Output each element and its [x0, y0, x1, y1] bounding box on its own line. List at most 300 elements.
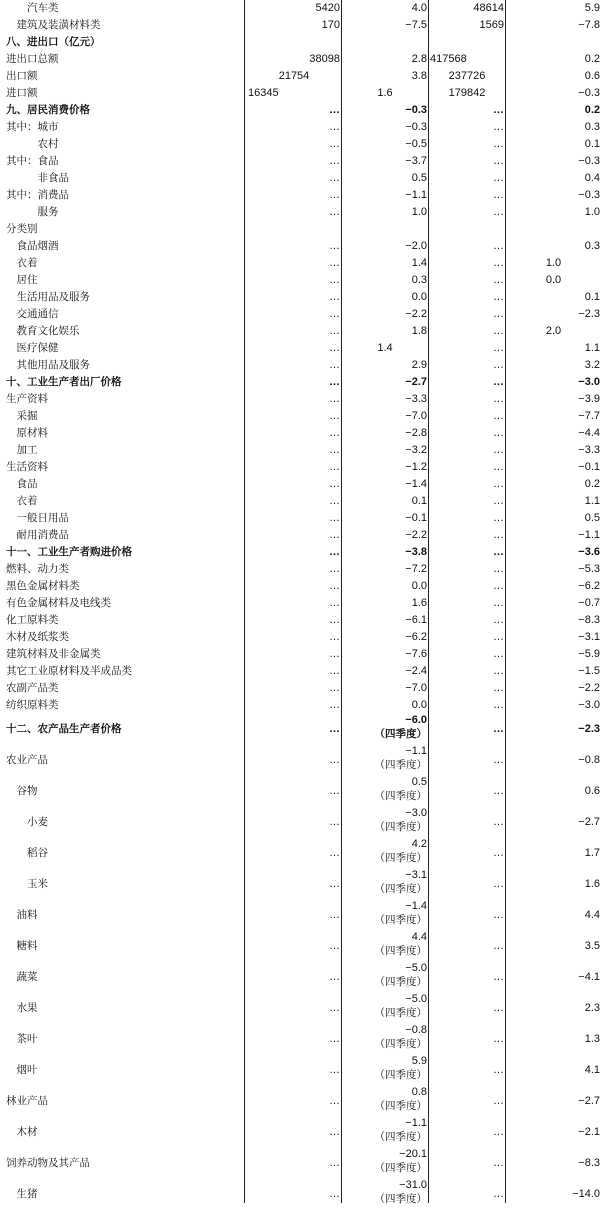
value-v2 — [343, 1117, 427, 1148]
table-row — [0, 0, 614, 17]
value-v2: −3.2 — [405, 444, 427, 456]
value-v1: … — [329, 274, 340, 286]
table-row — [0, 745, 614, 776]
row-label: 其他用品及服务 — [6, 359, 90, 371]
table-row — [0, 612, 614, 629]
value-v4: −2.3 — [578, 723, 600, 735]
value-v4: 3.2 — [584, 359, 600, 371]
row-label: 汽车类 — [6, 2, 59, 14]
value-v2-number: 5.9 — [411, 1055, 427, 1067]
value-v2: −0.1 — [405, 512, 427, 524]
value-v1: 38098 — [309, 53, 340, 65]
row-label: 其它工业原材料及半成品类 — [6, 665, 132, 677]
row-label: 出口额 — [6, 70, 38, 82]
table-row — [0, 1055, 614, 1086]
value-v2: −6.2 — [405, 631, 427, 643]
value-v3: … — [493, 631, 504, 643]
value-v1: … — [329, 878, 340, 890]
value-v1: … — [329, 206, 340, 218]
value-v3: … — [493, 342, 504, 354]
value-v1: … — [329, 410, 340, 422]
value-v2: 3.8 — [411, 70, 427, 82]
value-v2 — [343, 1055, 427, 1086]
value-v2 — [343, 900, 427, 931]
value-v4: −3.0 — [578, 699, 600, 711]
value-v3: … — [493, 699, 504, 711]
table-row — [0, 493, 614, 510]
value-v3: … — [493, 580, 504, 592]
table-row — [0, 510, 614, 527]
row-label: 木材 — [6, 1126, 38, 1138]
value-v1: … — [329, 1157, 340, 1169]
value-v1: … — [329, 614, 340, 626]
value-v1: … — [329, 1064, 340, 1076]
value-v2-period: （四季度） — [374, 759, 427, 771]
value-v2: 1.0 — [411, 206, 427, 218]
table-row — [0, 68, 614, 85]
value-v4: −0.3 — [578, 87, 600, 99]
row-label: 林业产品 — [6, 1095, 48, 1107]
value-v3 — [430, 221, 504, 238]
row-label: 化工原料类 — [6, 614, 59, 626]
value-v2-period: （四季度） — [374, 728, 427, 740]
table-row — [0, 1086, 614, 1117]
value-v4: −0.3 — [578, 189, 600, 201]
value-v1: … — [329, 257, 340, 269]
value-v3: … — [493, 121, 504, 133]
table-row — [0, 776, 614, 807]
value-v2-number: 0.5 — [411, 776, 427, 788]
value-v4: −0.1 — [578, 461, 600, 473]
table-row — [0, 595, 614, 612]
value-v2: 0.3 — [411, 274, 427, 286]
value-v4: 0.3 — [584, 121, 600, 133]
value-v1: … — [329, 909, 340, 921]
row-label: 十二、农产品生产者价格 — [6, 723, 122, 735]
value-v3: … — [493, 172, 504, 184]
value-v2-number: −3.1 — [405, 869, 427, 881]
row-label: 一般日用品 — [6, 512, 69, 524]
table-row — [0, 374, 614, 391]
value-v1: … — [329, 529, 340, 541]
value-v1: … — [329, 1126, 340, 1138]
row-label: 蔬菜 — [6, 971, 38, 983]
value-v2-number: −1.4 — [405, 900, 427, 912]
value-v2: −2.7 — [405, 376, 427, 388]
row-label: 农业产品 — [6, 754, 48, 766]
value-v3: … — [493, 754, 504, 766]
table-row — [0, 136, 614, 153]
value-v4: −3.6 — [578, 546, 600, 558]
row-label: 服务 — [6, 206, 59, 218]
value-v2-number: 4.4 — [411, 931, 427, 943]
value-v1: … — [329, 495, 340, 507]
value-v3: … — [493, 427, 504, 439]
value-v4: −4.4 — [578, 427, 600, 439]
value-v2: −7.0 — [405, 410, 427, 422]
value-v4: −2.1 — [578, 1126, 600, 1138]
value-v2: 4.0 — [411, 2, 427, 14]
value-v1: … — [329, 631, 340, 643]
value-v3: 48614 — [473, 2, 504, 14]
table-row — [0, 561, 614, 578]
value-v1: … — [329, 665, 340, 677]
table-row — [0, 204, 614, 221]
value-v4: −3.0 — [578, 376, 600, 388]
value-v1: … — [329, 308, 340, 320]
value-v2: −2.8 — [405, 427, 427, 439]
value-v2-period: （四季度） — [374, 1100, 427, 1112]
value-v1: … — [329, 1188, 340, 1200]
value-v1: … — [329, 155, 340, 167]
value-v1: … — [329, 1002, 340, 1014]
value-v3: … — [493, 155, 504, 167]
value-v1: … — [329, 240, 340, 252]
table-row — [0, 931, 614, 962]
value-v1: … — [329, 1033, 340, 1045]
value-v2: −7.2 — [405, 563, 427, 575]
value-v2: −1.4 — [405, 478, 427, 490]
row-label: 糖料 — [6, 940, 38, 952]
table-row — [0, 289, 614, 306]
table-row — [0, 1148, 614, 1179]
value-v3: … — [493, 847, 504, 859]
value-v2-period: （四季度） — [374, 790, 427, 802]
value-v2: 0.0 — [411, 580, 427, 592]
value-v2-period: （四季度） — [374, 1069, 427, 1081]
value-v3: … — [493, 597, 504, 609]
value-v3: … — [493, 816, 504, 828]
value-v1: … — [329, 138, 340, 150]
value-v4: 0.3 — [584, 240, 600, 252]
value-v1: … — [329, 444, 340, 456]
value-v2 — [343, 1086, 427, 1117]
table-row — [0, 476, 614, 493]
row-label: 木材及纸浆类 — [6, 631, 69, 643]
row-label: 生猪 — [6, 1188, 38, 1200]
value-v3: … — [493, 1126, 504, 1138]
value-v1 — [248, 34, 340, 51]
value-v1: … — [329, 376, 340, 388]
value-v4: −4.1 — [578, 971, 600, 983]
row-label: 进出口总额 — [6, 53, 59, 65]
table-row — [0, 272, 614, 289]
value-v3: … — [493, 512, 504, 524]
row-label: 分类别 — [6, 223, 38, 235]
value-v2-number: −31.0 — [399, 1179, 427, 1191]
row-label: 加工 — [6, 444, 38, 456]
value-v2: −0.3 — [405, 121, 427, 133]
table-row — [0, 340, 614, 357]
value-v4: 0.6 — [584, 785, 600, 797]
table-row — [0, 962, 614, 993]
value-v4: −3.9 — [578, 393, 600, 405]
value-v2: 0.0 — [411, 699, 427, 711]
value-v4: 2.3 — [584, 1002, 600, 1014]
value-v2: 1.4 — [411, 257, 427, 269]
value-v1: … — [329, 478, 340, 490]
row-label: 饲养动物及其产品 — [6, 1157, 90, 1169]
value-v1: 21754 — [278, 70, 310, 82]
value-v2: 1.6 — [411, 597, 427, 609]
value-v3: … — [493, 1064, 504, 1076]
value-v4: 4.4 — [584, 909, 600, 921]
value-v4: 1.6 — [584, 878, 600, 890]
value-v1: … — [329, 189, 340, 201]
value-v2-period: （四季度） — [374, 976, 427, 988]
value-v1: … — [329, 847, 340, 859]
table-row — [0, 697, 614, 714]
value-v2: −6.1 — [405, 614, 427, 626]
value-v4: −8.3 — [578, 1157, 600, 1169]
value-v2-number: −5.0 — [405, 993, 427, 1005]
value-v2: −7.0 — [405, 682, 427, 694]
row-label: 十、工业生产者出厂价格 — [6, 376, 122, 388]
row-label: 居住 — [6, 274, 38, 286]
value-v3: 237726 — [448, 70, 486, 82]
value-v1: … — [329, 723, 340, 735]
value-v2-number: −5.0 — [405, 962, 427, 974]
table-row — [0, 391, 614, 408]
value-v4: −2.2 — [578, 682, 600, 694]
value-v3: … — [493, 104, 504, 116]
value-v4: 0.1 — [584, 138, 600, 150]
table-row — [0, 187, 614, 204]
value-v4: 2.0 — [545, 325, 562, 337]
value-v3: … — [493, 971, 504, 983]
table-row — [0, 807, 614, 838]
value-v2-period: （四季度） — [374, 1007, 427, 1019]
value-v3: … — [493, 291, 504, 303]
table-row — [0, 629, 614, 646]
value-v1: … — [329, 648, 340, 660]
value-v3: … — [493, 206, 504, 218]
table-row — [0, 442, 614, 459]
value-v1: … — [329, 699, 340, 711]
table-row — [0, 170, 614, 187]
table-row — [0, 1179, 614, 1210]
value-v4: −7.8 — [578, 19, 600, 31]
value-v3: … — [493, 325, 504, 337]
value-v1: … — [329, 104, 340, 116]
value-v4: 1.1 — [584, 495, 600, 507]
value-v4: 0.4 — [584, 172, 600, 184]
table-row — [0, 238, 614, 255]
table-row — [0, 663, 614, 680]
row-label: 生活资料 — [6, 461, 48, 473]
table-row — [0, 646, 614, 663]
table-row — [0, 459, 614, 476]
value-v3: … — [493, 723, 504, 735]
value-v2 — [343, 869, 427, 900]
row-label: 稻谷 — [6, 847, 48, 859]
value-v3: … — [493, 648, 504, 660]
value-v2: 0.5 — [411, 172, 427, 184]
value-v3: … — [493, 529, 504, 541]
row-label: 其中：食品 — [6, 155, 59, 167]
value-v4 — [507, 34, 600, 51]
value-v4: −3.3 — [578, 444, 600, 456]
value-v3: … — [493, 1157, 504, 1169]
value-v4: −2.7 — [578, 816, 600, 828]
value-v3: … — [493, 614, 504, 626]
value-v3: … — [493, 909, 504, 921]
table-row — [0, 153, 614, 170]
value-v2: −0.5 — [405, 138, 427, 150]
value-v3: … — [493, 274, 504, 286]
value-v3: … — [493, 410, 504, 422]
table-row — [0, 578, 614, 595]
value-v3: … — [493, 308, 504, 320]
value-v3: … — [493, 138, 504, 150]
value-v2 — [343, 962, 427, 993]
value-v1: 5420 — [315, 2, 340, 14]
value-v4: 1.0 — [545, 257, 562, 269]
row-label: 水果 — [6, 1002, 38, 1014]
value-v2 — [343, 745, 427, 776]
value-v2-number: −1.1 — [405, 1117, 427, 1129]
value-v1: … — [329, 393, 340, 405]
value-v4: −0.3 — [578, 155, 600, 167]
value-v1: … — [329, 785, 340, 797]
value-v2: −2.2 — [405, 308, 427, 320]
value-v3: … — [493, 563, 504, 575]
value-v4: −2.3 — [578, 308, 600, 320]
value-v2 — [343, 1148, 427, 1179]
row-label: 茶叶 — [6, 1033, 38, 1045]
value-v2-period: （四季度） — [374, 945, 427, 957]
row-label: 衣着 — [6, 495, 38, 507]
value-v4: 0.2 — [584, 104, 600, 116]
value-v3: … — [493, 376, 504, 388]
value-v3: … — [493, 1002, 504, 1014]
value-v4: 3.5 — [584, 940, 600, 952]
value-v3: … — [493, 257, 504, 269]
row-label: 耐用消费品 — [6, 529, 69, 541]
value-v1: 170 — [321, 19, 340, 31]
row-label: 油料 — [6, 909, 38, 921]
row-label: 进口额 — [6, 87, 38, 99]
value-v2: −2.4 — [405, 665, 427, 677]
value-v4: −5.9 — [578, 648, 600, 660]
table-row — [0, 306, 614, 323]
value-v1: … — [329, 121, 340, 133]
row-label: 其中：消费品 — [6, 189, 69, 201]
table-row — [0, 900, 614, 931]
value-v1: … — [329, 682, 340, 694]
row-label: 医疗保健 — [6, 342, 59, 354]
table-row — [0, 993, 614, 1024]
table-row — [0, 838, 614, 869]
value-v4: 0.2 — [584, 478, 600, 490]
value-v2 — [343, 931, 427, 962]
value-v3: … — [493, 189, 504, 201]
value-v2-period: （四季度） — [374, 821, 427, 833]
table-row — [0, 680, 614, 697]
row-label: 其中：城市 — [6, 121, 59, 133]
row-label: 生活用品及服务 — [6, 291, 90, 303]
value-v2-number: −20.1 — [399, 1148, 427, 1160]
row-label: 生产资料 — [6, 393, 48, 405]
row-label: 烟叶 — [6, 1064, 38, 1076]
value-v1: … — [329, 816, 340, 828]
value-v3: … — [493, 665, 504, 677]
value-v3: … — [493, 785, 504, 797]
value-v3: … — [493, 461, 504, 473]
value-v4: 1.1 — [584, 342, 600, 354]
value-v1: … — [329, 427, 340, 439]
value-v2 — [343, 221, 427, 238]
value-v4: −0.8 — [578, 754, 600, 766]
value-v1: … — [329, 597, 340, 609]
row-label: 谷物 — [6, 785, 38, 797]
row-label: 食品烟酒 — [6, 240, 59, 252]
value-v1: … — [329, 291, 340, 303]
value-v4: −3.1 — [578, 631, 600, 643]
value-v2-period: （四季度） — [374, 1038, 427, 1050]
value-v2: −0.3 — [405, 104, 427, 116]
value-v4: 1.3 — [584, 1033, 600, 1045]
value-v4: 0.0 — [545, 274, 562, 286]
value-v2-number: −3.0 — [405, 807, 427, 819]
value-v2 — [343, 993, 427, 1024]
row-label: 燃料、动力类 — [6, 563, 69, 575]
value-v4 — [507, 221, 600, 238]
value-v3: … — [493, 682, 504, 694]
value-v3: … — [493, 940, 504, 952]
value-v2-period: （四季度） — [374, 1162, 427, 1174]
value-v2: −2.0 — [405, 240, 427, 252]
value-v3: … — [493, 478, 504, 490]
table-row — [0, 17, 614, 34]
value-v2: −1.1 — [405, 189, 427, 201]
value-v3: … — [493, 546, 504, 558]
value-v2 — [343, 34, 427, 51]
table-row — [0, 102, 614, 119]
table-row — [0, 51, 614, 68]
table-row — [0, 119, 614, 136]
value-v2-period: （四季度） — [374, 914, 427, 926]
value-v2: 0.0 — [411, 291, 427, 303]
table-row — [0, 323, 614, 340]
table-row — [0, 527, 614, 544]
table-row — [0, 1117, 614, 1148]
row-label: 黑色金属材料类 — [6, 580, 80, 592]
value-v2: 1.4 — [377, 342, 393, 354]
row-label: 农副产品类 — [6, 682, 59, 694]
value-v4: −8.3 — [578, 614, 600, 626]
value-v2: 1.8 — [411, 325, 427, 337]
table-row — [0, 714, 614, 745]
value-v4: −0.7 — [578, 597, 600, 609]
row-label: 玉米 — [6, 878, 48, 890]
row-label: 采掘 — [6, 410, 38, 422]
value-v1: 16345 — [248, 87, 279, 99]
row-label: 有色金属材料及电线类 — [6, 597, 111, 609]
value-v3: 179842 — [448, 87, 486, 99]
value-v2: 0.1 — [411, 495, 427, 507]
table-row — [0, 425, 614, 442]
value-v2 — [343, 714, 427, 745]
value-v1: … — [329, 512, 340, 524]
value-v1: … — [329, 1095, 340, 1107]
value-v1: … — [329, 940, 340, 952]
value-v2 — [343, 776, 427, 807]
value-v4: −7.7 — [578, 410, 600, 422]
value-v3: … — [493, 1188, 504, 1200]
value-v4: 5.9 — [584, 2, 600, 14]
row-label: 原材料 — [6, 427, 48, 439]
